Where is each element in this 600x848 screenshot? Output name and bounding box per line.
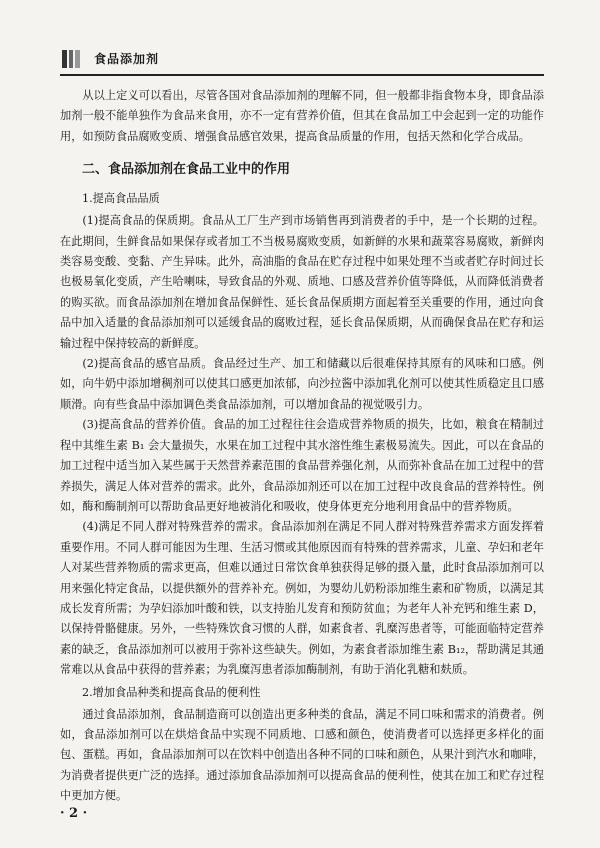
paragraph-nutrition: (3)提高食品的营养价值。食品的加工过程往往会造成营养物质的损失，比如，粮食在精制过程中其维生素 B₁ 会大量损失，水果在加工过程中其水溶性维生素极易流失。因此，可以在食品的加工过程中适当加入某些属于天然营养素范围的食品营养强化剂，从而弥补食品在加工过程中的营养损失，满足人体对营养的需求。此外，食品添加剂还可以在加工过程中改良食品的营养特性。例如，酶和酶制剂可以帮助食品更好地被消化和吸收，使身体更充分地利用食品中的营养物质。: [60, 418, 544, 513]
subsection-heading-1: 1.提高食品品质: [82, 192, 160, 206]
running-header: [60, 44, 544, 76]
paragraph-sensory: (2)提高食品的感官品质。食品经过生产、加工和储藏以后很难保持其原有的风味和口感。例如，向牛奶中添加增稠剂可以使其口感更加浓郁，向沙拉酱中添加乳化剂可以使其性质稳定且口感顺滑。向有些食品中添加调色类食品添加剂，可以增加食品的视觉吸引力。: [60, 357, 544, 411]
page-number: · 2 ·: [60, 806, 88, 821]
page-body: [60, 86, 544, 807]
paragraph-shelf-life: (1)提高食品的保质期。食品从工厂生产到市场销售再到消费者的手中，是一个长期的过程。在此期间，生鲜食品如果保存或者加工不当极易腐败变质，如新鲜的水果和蔬菜容易腐败，新鲜肉类容易变酸、变黏、产生异味。此外，高油脂的食品在贮存过程中如果处理不当或者贮存时间过长也极易氧化变质，产生哈喇味，导致食品的外观、质地、口感及营养价值等降低，从而降低消费者的购买欲。而食品添加剂在增加食品保鲜性、延长食品保质期方面起着至关重要的作用，通过向食品中加入适量的食品添加剂可以延缓食品的腐败过程，延长食品保质期，从而确保食品在贮存和运输过程中保持较高的新鲜度。: [60, 214, 544, 350]
header-logo-icon: [62, 50, 80, 68]
section-heading: 二、食品添加剂在食品工业中的作用: [82, 162, 291, 178]
subsection-heading-2: 2.增加食品种类和提高食品的便利性: [82, 685, 261, 699]
intro-paragraph: 从以上定义可以看出，尽管各国对食品添加剂的理解不同，但一般都非指食物本身，即食品添加剂一般不能单独作为食品来食用，亦不一定有营养价值，但其在食品加工中会起到一定的功能作用，如预防食品腐败变质、增强食品感官效果，提高食品质量的作用，包括天然和化学合成品。: [60, 89, 544, 143]
paragraph-variety: 通过食品添加剂，食品制造商可以创造出更多种类的食品，满足不同口味和需求的消费者。例如，食品添加剂可以在烘焙食品中实现不同质地、口感和颜色，使消费者可以选择更多样化的面包、蛋糕。再如，食品添加剂可以在饮料中创造出各种不同的口味和颜色，从果汁到汽水和咖啡，为消费者提供更广泛的选择。通过添加食品添加剂可以提高食品的便利性，使其在加工和贮存过程中更加方便。: [60, 707, 544, 803]
header-title: 食品添加剂: [94, 52, 160, 66]
paragraph-special-needs: (4)满足不同人群对特殊营养的需求。食品添加剂在满足不同人群对特殊营养需求方面发挥着重要作用。不同人群可能因为生理、生活习惯或其他原因而有特殊的营养需求，儿童、孕妇和老年人对某些营养物质的需求更高，但难以通过日常饮食单独获得足够的摄入量，此时食品添加剂可以用来强化特定食品，以提供额外的营养补充。例如，为婴幼儿奶粉添加维生素和矿物质，以满足其成长发育所需；为孕妇添加叶酸和铁，以支持胎儿发育和预防贫血；为老年人补充钙和维生素 D，以保持骨骼健康。另外，一些特殊饮食习惯的人群，如素食者、乳糜泻患者等，可能面临特定营养素的缺乏，食品添加剂可以被用于弥补这些缺失。例如，为素食者添加维生素 B₁₂，帮助满足其通常难以从食品中获得的营养素；为乳糜泻患者添加酶制剂，有助于消化乳糖和麸质。: [60, 520, 544, 677]
